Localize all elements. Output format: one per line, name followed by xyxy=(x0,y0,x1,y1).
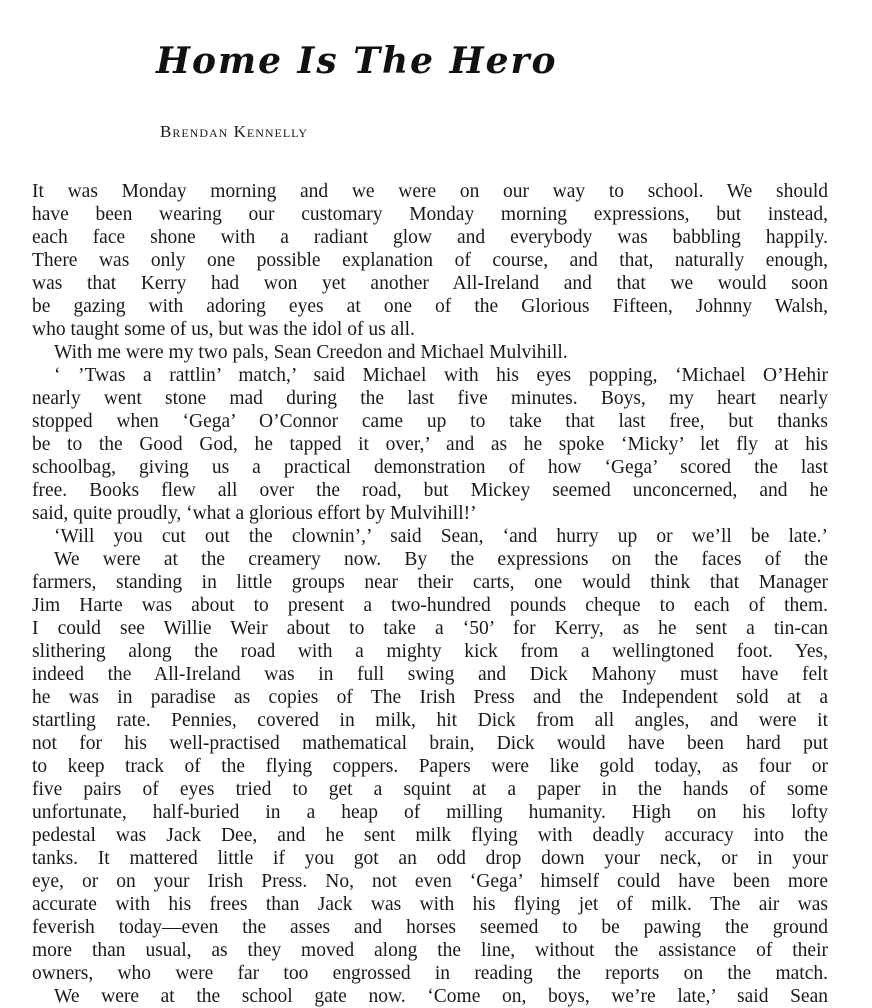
text-line: have been wearing our customary Monday morning expressions, but instead, xyxy=(32,204,828,225)
text-line: eye, or on your Irish Press. No, not even ‘Gega’ himself could have been more xyxy=(32,871,828,892)
text-line: indeed the All-Ireland was in full swing and Dick Mahony must have felt xyxy=(32,664,828,685)
text-line: tanks. It mattered little if you got an odd drop down your neck, or in your xyxy=(32,848,828,869)
text-line: five pairs of eyes tried to get a squint at a paper in the hands of some xyxy=(32,779,828,800)
text-line: was that Kerry had won yet another All-Ireland and that we would soon xyxy=(32,273,828,294)
text-line: free. Books flew all over the road, but Mickey seemed unconcerned, and he xyxy=(32,480,828,501)
text-line: We were at the creamery now. By the expressions on the faces of the xyxy=(54,549,828,570)
text-line: Jim Harte was about to present a two-hundred pounds cheque to each of them. xyxy=(32,595,828,616)
text-line: schoolbag, giving us a practical demonstration of how ‘Gega’ scored the last xyxy=(32,457,828,478)
text-line: accurate with his frees than Jack was with his flying jet of milk. The air was xyxy=(32,894,828,915)
text-line: I could see Willie Weir about to take a ‘50’ for Kerry, as he sent a tin-can xyxy=(32,618,828,639)
article-body xyxy=(32,180,828,1008)
text-line: startling rate. Pennies, covered in milk, hit Dick from all angles, and were it xyxy=(32,710,828,731)
text-line: be to the Good God, he tapped it over,’ and as he spoke ‘Micky’ let fly at his xyxy=(32,434,828,455)
text-line: be gazing with adoring eyes at one of the Glorious Fifteen, Johnny Walsh, xyxy=(32,296,828,317)
text-line: It was Monday morning and we were on our way to school. We should xyxy=(32,181,828,202)
text-line: feverish today—even the asses and horses seemed to be pawing the ground xyxy=(32,917,828,938)
text-line: said, quite proudly, ‘what a glorious effort by Mulvihill!’ xyxy=(32,503,477,524)
text-line: We were at the school gate now. ‘Come on, boys, we’re late,’ said Sean xyxy=(54,986,828,1007)
article-author: Brendan Kennelly xyxy=(160,122,308,141)
text-line: more than usual, as they moved along the line, without the assistance of their xyxy=(32,940,828,961)
text-line: nearly went stone mad during the last five minutes. Boys, my heart nearly xyxy=(32,388,828,409)
text-line: There was only one possible explanation of course, and that, naturally enough, xyxy=(32,250,828,271)
text-line: who taught some of us, but was the idol of us all. xyxy=(32,319,415,340)
text-line: stopped when ‘Gega’ O’Connor came up to take that last free, but thanks xyxy=(32,411,828,432)
text-line: With me were my two pals, Sean Creedon and Michael Mulvihill. xyxy=(54,342,568,363)
text-line: pedestal was Jack Dee, and he sent milk flying with deadly accuracy into the xyxy=(32,825,828,846)
text-line: slithering along the road with a mighty kick from a wellingtoned foot. Yes, xyxy=(32,641,828,662)
text-line: farmers, standing in little groups near their carts, one would think that Manager xyxy=(32,572,828,593)
text-line: he was in paradise as copies of The Irish Press and the Independent sold at a xyxy=(32,687,828,708)
article-title: Home Is The Hero xyxy=(156,40,558,82)
text-line: ‘Will you cut out the clownin’,’ said Sean, ‘and hurry up or we’ll be late.’ xyxy=(54,526,828,547)
text-line: to keep track of the flying coppers. Papers were like gold today, as four or xyxy=(32,756,828,777)
text-line: unfortunate, half-buried in a heap of milling humanity. High on his lofty xyxy=(32,802,828,823)
text-line: owners, who were far too engrossed in reading the reports on the match. xyxy=(32,963,828,984)
text-line: each face shone with a radiant glow and everybody was babbling happily. xyxy=(32,227,828,248)
text-line: ‘ ’Twas a rattlin’ match,’ said Michael with his eyes popping, ‘Michael O’Hehir xyxy=(54,365,828,386)
text-line: not for his well-practised mathematical brain, Dick would have been hard put xyxy=(32,733,828,754)
